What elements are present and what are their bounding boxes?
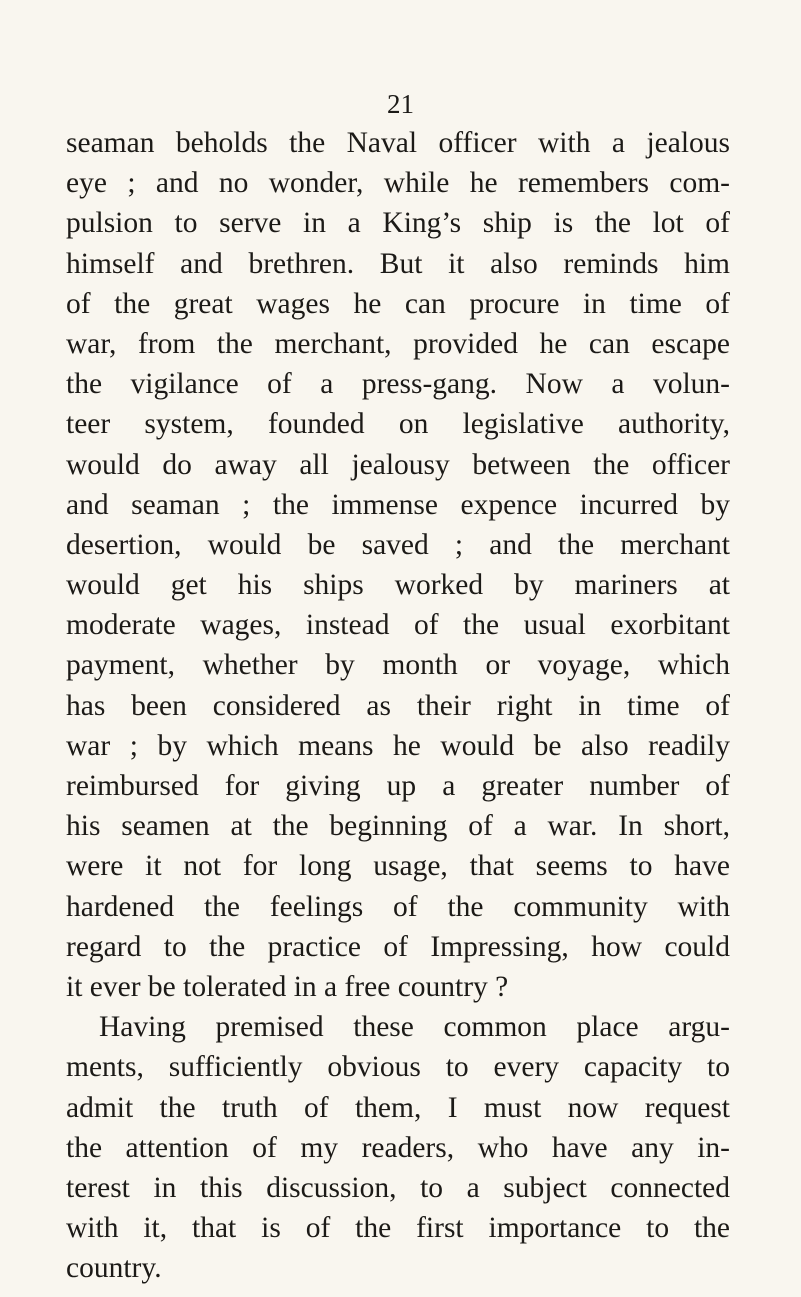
text-line: his seamen at the beginning of a war. In short,	[66, 810, 730, 843]
page-number: 21	[387, 89, 414, 119]
text-line: the attention of my readers, who have any in-	[66, 1131, 730, 1164]
text-line: admit the truth of them, I must now request	[66, 1091, 730, 1124]
text-line: teer system, founded on legislative authority,	[66, 408, 730, 441]
text-line: were it not for long usage, that seems to have	[66, 850, 730, 883]
text-line: country.	[66, 1252, 162, 1285]
text-line: reimbursed for giving up a greater number of	[66, 770, 730, 802]
text-line: has been considered as their right in time of	[66, 689, 730, 722]
text-line: war ; by which means he would be also readily	[66, 729, 730, 762]
text-line: moderate wages, instead of the usual exorbitant	[66, 609, 730, 642]
text-line: terest in this discussion, to a subject connected	[66, 1171, 730, 1204]
text-line: of the great wages he can procure in time of	[66, 287, 730, 320]
text-line: regard to the practice of Impressing, how could	[66, 930, 730, 963]
text-line: the vigilance of a press-gang. Now a volun-	[66, 368, 730, 401]
text-line: payment, whether by month or voyage, which	[66, 649, 730, 682]
body-text	[66, 123, 730, 1288]
text-line: it ever be tolerated in a free country ?	[66, 970, 509, 1003]
text-line: would do away all jealousy between the officer	[66, 448, 730, 481]
text-line: seaman beholds the Naval officer with a jealous	[66, 127, 730, 159]
text-line: eye ; and no wonder, while he remembers com-	[66, 167, 730, 200]
text-line: desertion, would be saved ; and the merchant	[66, 528, 730, 561]
text-line: ments, sufficiently obvious to every capacity to	[66, 1051, 730, 1084]
text-line: pulsion to serve in a King’s ship is the lot of	[66, 207, 730, 240]
text-line: himself and brethren. But it also reminds him	[66, 247, 730, 280]
text-line: and seaman ; the immense expence incurred by	[66, 488, 730, 521]
paragraph-start-line: Having premised these common place argu-	[99, 1011, 730, 1044]
text-line: would get his ships worked by mariners at	[66, 569, 730, 602]
text-line: war, from the merchant, provided he can escape	[66, 327, 730, 360]
text-line: with it, that is of the first importance to the	[66, 1212, 730, 1245]
text-line: hardened the feelings of the community with	[66, 890, 730, 923]
